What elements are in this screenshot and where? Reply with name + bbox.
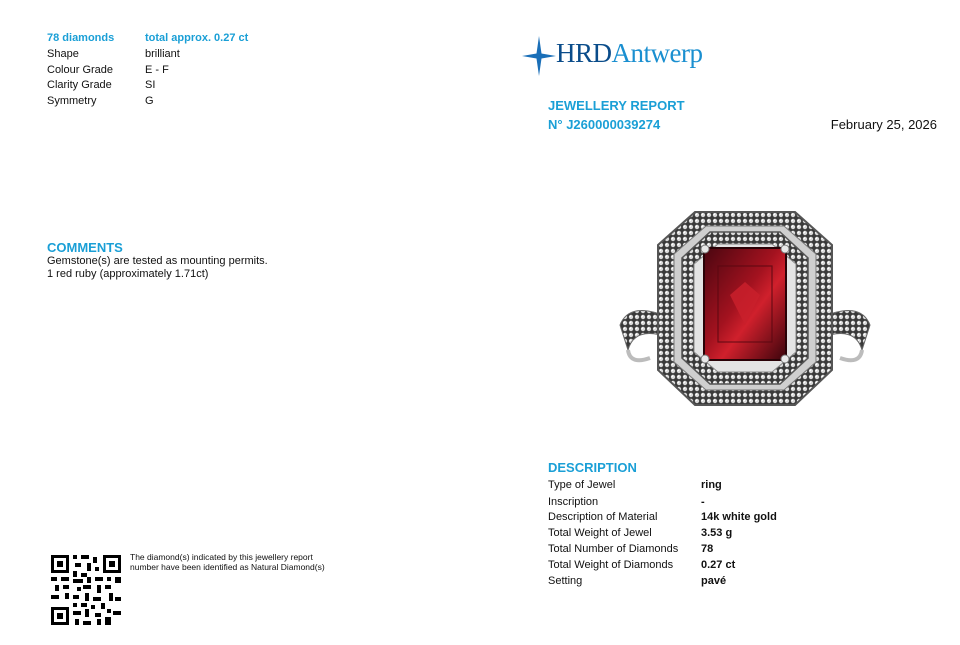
summary-value: brilliant [145,48,180,60]
summary-value: E - F [145,64,169,76]
description-value: pavé [701,575,727,587]
comments-section [47,240,447,281]
comments-title: COMMENTS [47,240,123,255]
description-label: Inscription [548,496,599,508]
ring-image [610,200,880,415]
report-title: JEWELLERY REPORT [548,98,685,113]
diamond-count: 78 diamonds [47,32,115,44]
diamond-summary [47,32,347,112]
description-label: Setting [548,575,583,587]
summary-label: Symmetry [47,95,97,107]
description-table [548,479,868,594]
comment-line: 1 red ruby (approximately 1.71ct) [47,268,209,280]
logo-text-antwerp: Antwerp [611,38,703,68]
qr-code-icon [51,555,121,625]
description-value: 14k white gold [701,511,777,523]
description-label: Total Weight of Diamonds [548,559,674,571]
summary-value: G [145,95,154,107]
diamond-total-weight: total approx. 0.27 ct [145,32,249,44]
summary-label: Colour Grade [47,64,114,76]
ring-photo [610,200,880,415]
summary-label: Clarity Grade [47,79,112,91]
star-icon [522,36,556,76]
comment-line: Gemstone(s) are tested as mounting permits. [47,255,268,267]
qr-code[interactable] [51,555,121,625]
description-label: Total Number of Diamonds [548,543,679,555]
report-date: February 25, 2026 [830,117,937,132]
qr-note: The diamond(s) indicated by this jewellery report number have been identified as Natural Diamond(s) [130,552,325,572]
description-value: 78 [701,543,714,555]
logo-wordmark [556,38,703,69]
description-label: Type of Jewel [548,479,616,491]
summary-value: SI [145,79,156,91]
summary-label: Shape [47,48,79,60]
description-value: 3.53 g [701,527,733,539]
description-label: Total Weight of Jewel [548,527,652,539]
description-value: - [701,496,705,508]
logo-text-hrd: HRD [556,38,612,68]
description-title: DESCRIPTION [548,460,637,475]
description-label: Description of Material [548,511,658,523]
description-value: 0.27 ct [701,559,736,571]
description-value: ring [701,479,722,491]
report-number: N° J260000039274 [548,117,661,132]
